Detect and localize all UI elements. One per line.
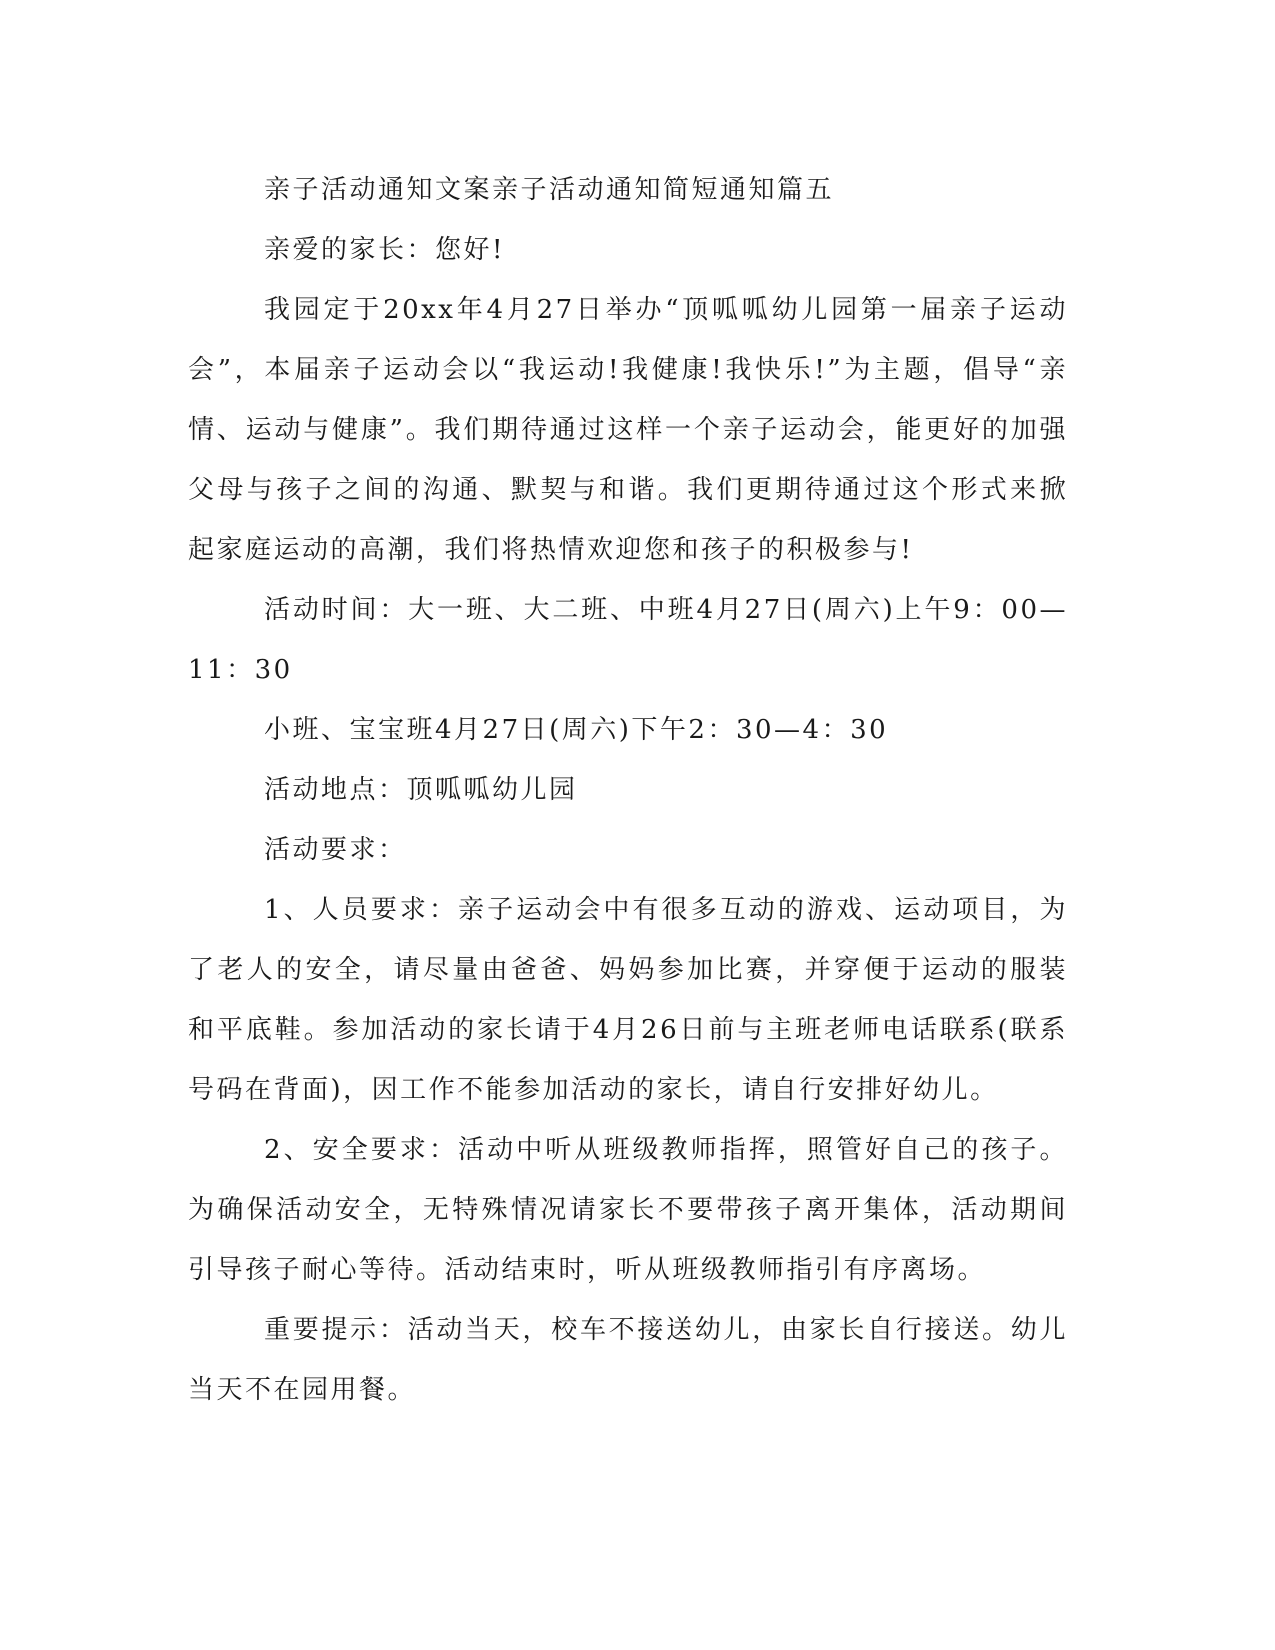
activity-time-line-2: 小班、宝宝班4月27日(周六)下午2：30—4：30 — [264, 715, 889, 745]
requirements-heading: 活动要求： — [264, 835, 407, 865]
document-title: 亲子活动通知文案亲子活动通知简短通知篇五 — [264, 175, 835, 205]
requirement-safety: 2、安全要求：活动中听从班级教师指挥，照管好自己的孩子。为确保活动安全，无特殊情况请家长不要带孩子离开集体，活动期间引导孩子耐心等待。活动结束时，听从班级教师指引有序离场。 — [188, 1135, 1068, 1285]
important-notice: 重要提示：活动当天，校车不接送幼儿，由家长自行接送。幼儿当天不在园用餐。 — [188, 1315, 1068, 1405]
requirement-personnel: 1、人员要求：亲子运动会中有很多互动的游戏、运动项目，为了老人的安全，请尽量由爸爸、妈妈参加比赛，并穿便于运动的服装和平底鞋。参加活动的家长请于4月26日前与主班老师电话联系(联系号码在背面)，因工作不能参加活动的家长，请自行安排好幼儿。 — [188, 895, 1068, 1105]
greeting: 亲爱的家长：您好! — [264, 235, 505, 265]
activity-location: 活动地点：顶呱呱幼儿园 — [264, 775, 578, 805]
intro-paragraph: 我园定于20xx年4月27日举办“顶呱呱幼儿园第一届亲子运动会”，本届亲子运动会以“我运动!我健康!我快乐!”为主题，倡导“亲情、运动与健康”。我们期待通过这样一个亲子运动会，能更好的加强父母与孩子之间的沟通、默契与和谐。我们更期待通过这个形式来掀起家庭运动的高潮，我们将热情欢迎您和孩子的积极参与! — [188, 295, 1068, 565]
document-body — [188, 160, 1068, 1420]
activity-time-line-1: 活动时间：大一班、大二班、中班4月27日(周六)上午9：00—11：30 — [188, 595, 1068, 685]
